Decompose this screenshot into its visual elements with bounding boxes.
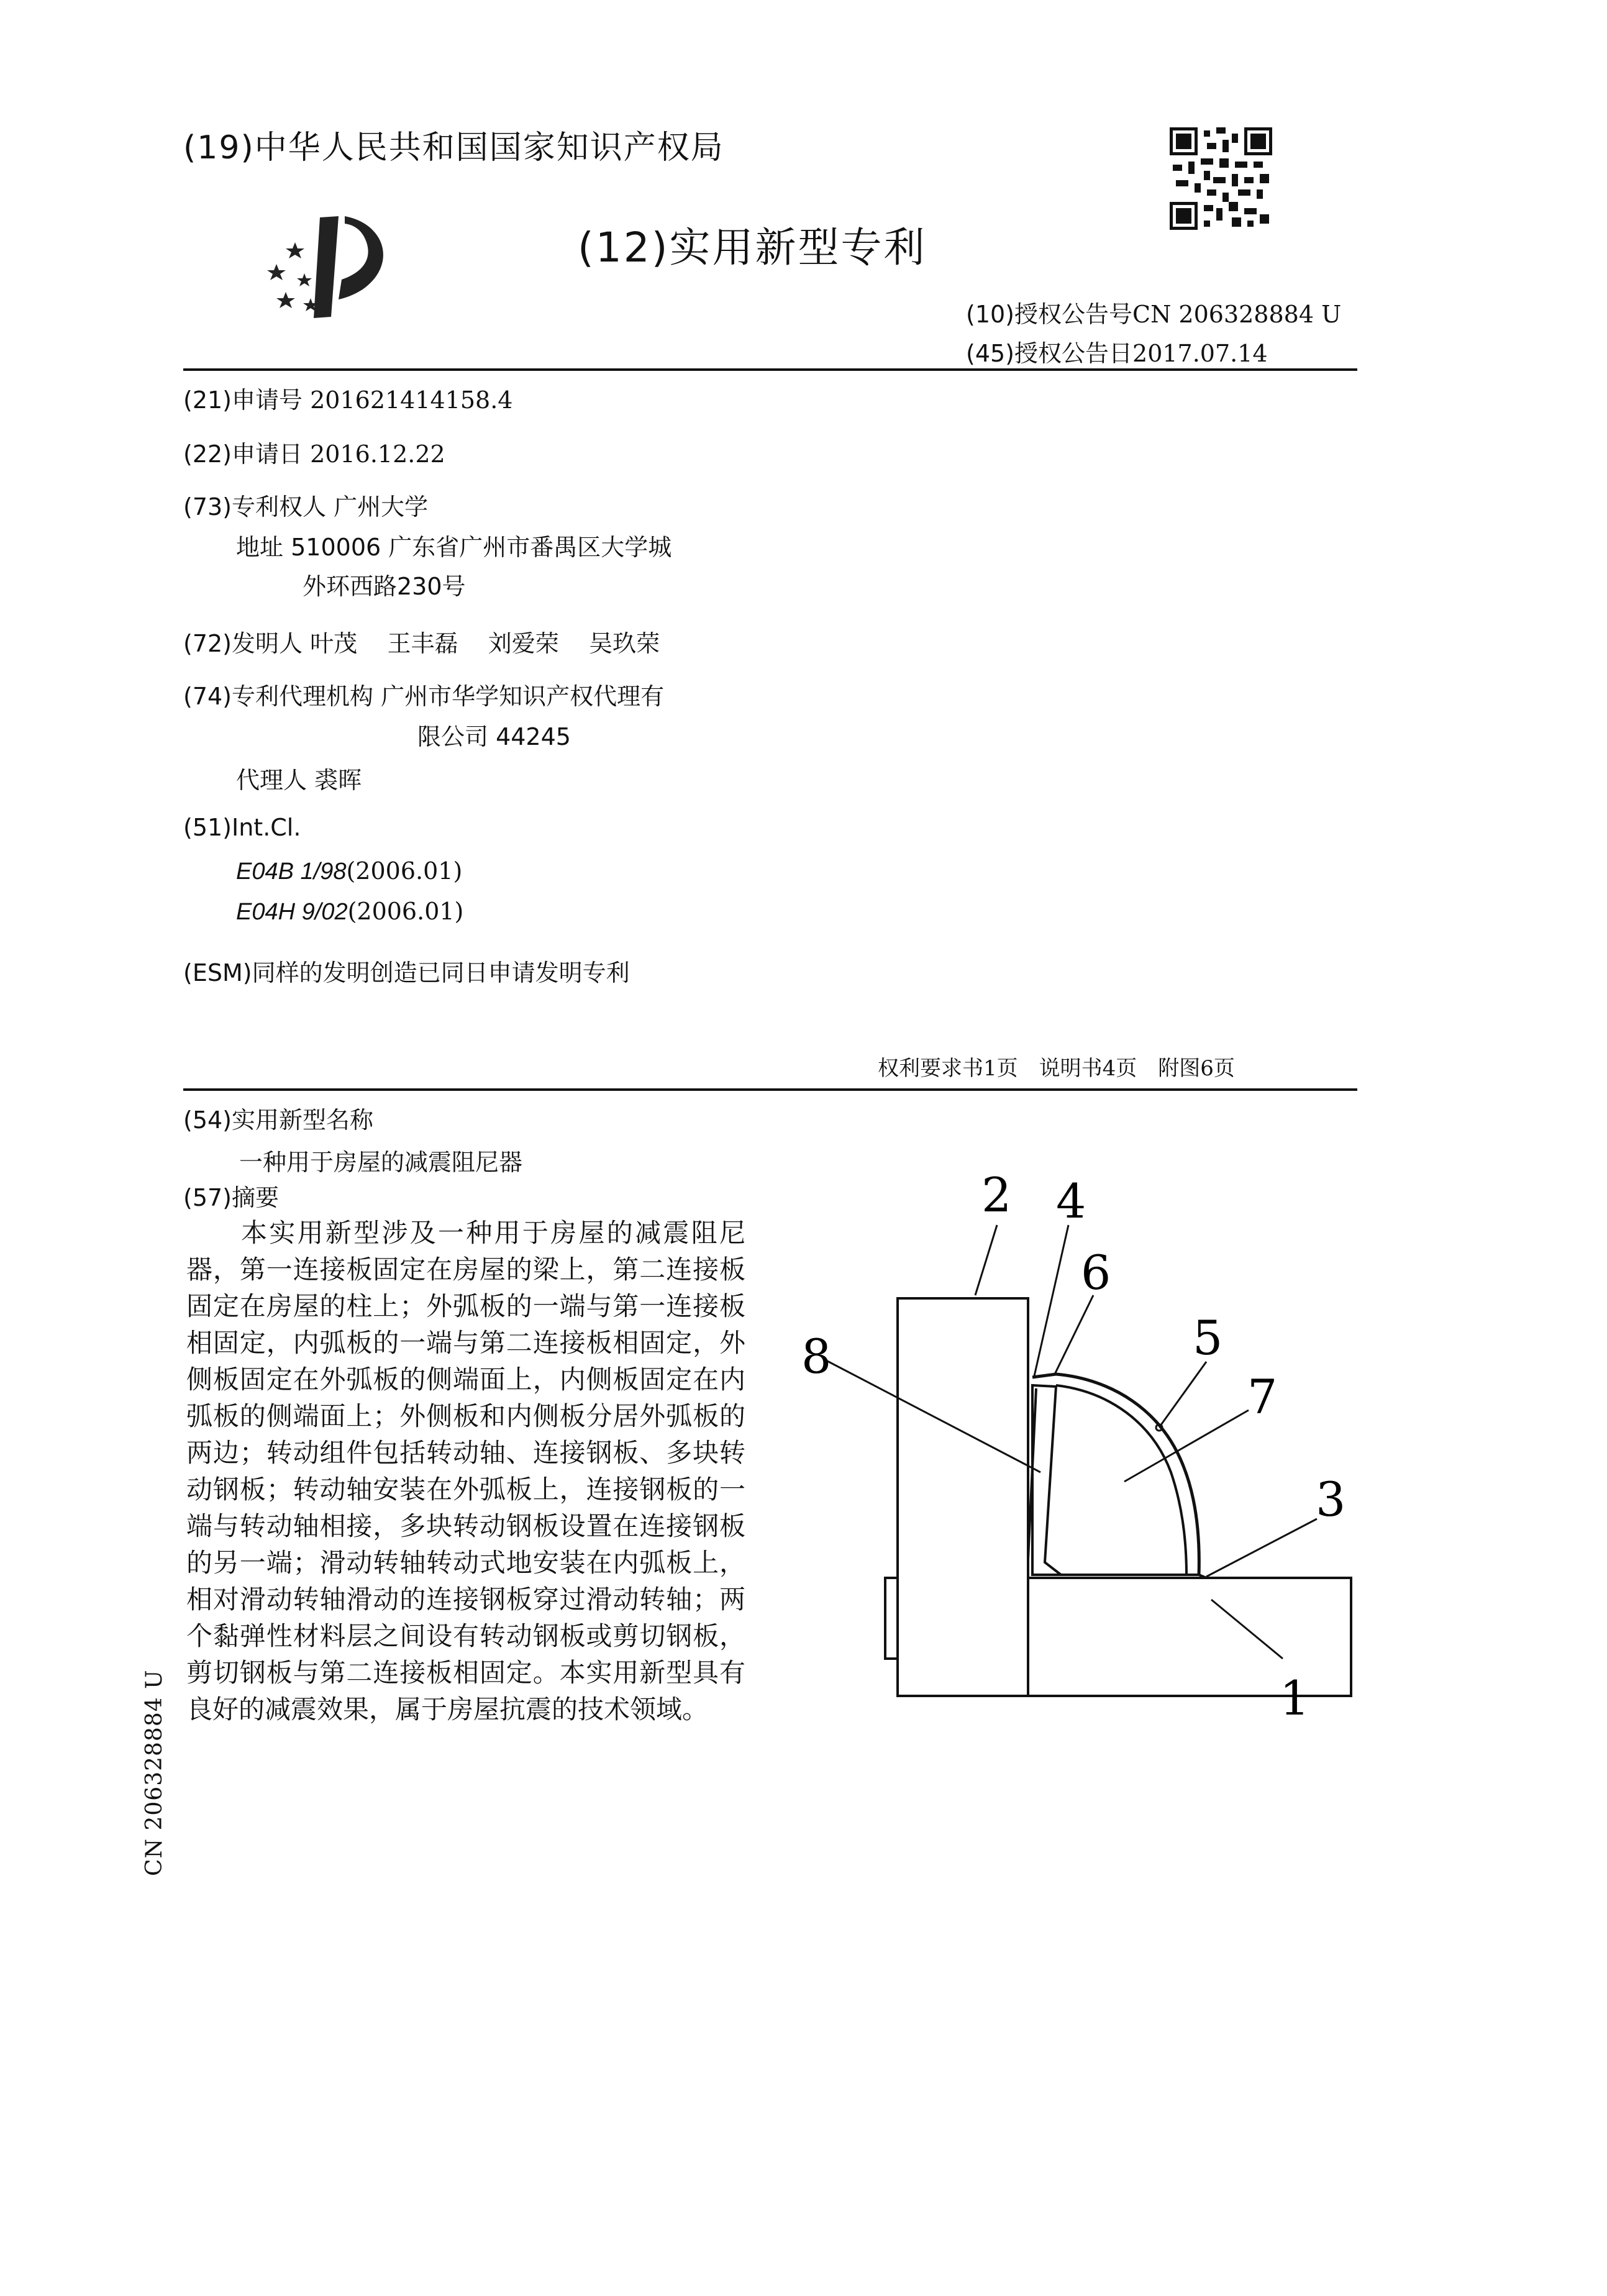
agent <box>236 761 362 795</box>
figure-label-8: 8 <box>801 1329 832 1384</box>
app-no-label: (21)申请号 <box>183 386 303 414</box>
address <box>236 528 671 562</box>
figure-label-1: 1 <box>1280 1670 1310 1726</box>
cnipa-logo <box>252 205 401 323</box>
intcl-label: (51)Int.Cl. <box>183 814 301 841</box>
grant-pub-no-value: CN 206328884 U <box>1132 301 1342 328</box>
figure-label-5: 5 <box>1193 1310 1223 1365</box>
grant-pub-no-label: (10)授权公告号 <box>966 301 1133 328</box>
app-date-value: 2016.12.22 <box>310 440 445 468</box>
column-plate <box>898 1298 1028 1696</box>
address-line1: 510006 广东省广州市番禺区大学城 <box>291 534 672 561</box>
inventors-label: (72)发明人 <box>183 630 303 657</box>
qr-code <box>1170 127 1272 230</box>
figure-label-4: 4 <box>1056 1174 1086 1229</box>
agent-label: 代理人 <box>236 767 307 794</box>
issuing-office: (19)中华人民共和国国家知识产权局 <box>183 129 724 166</box>
header-divider <box>183 368 1357 371</box>
inventor: 吴玖荣 <box>589 630 660 657</box>
patent-agency <box>183 677 664 711</box>
abstract-label: (57)摘要 <box>183 1184 280 1211</box>
abstract-text: 本实用新型涉及一种用于房屋的减震阻尼器，第一连接板固定在房屋的梁上，第二连接板固定在房屋的柱上；外弧板的一端与第一连接板相固定，内弧板的一端与第二连接板相固定，外侧板固定在外弧板的侧端面上，内侧板固定在内弧板的侧端面上；外侧板和内侧板分居外弧板的两边；转动组件包括转动轴、连接钢板、多块转动钢板；转动轴安装在外弧板上，连接钢板的一端与转动轴相接，多块转动钢板设置在连接钢板的另一端；滑动转轴转动式地安装在内弧板上，相对滑动转轴滑动的连接钢板穿过滑动转轴；两个黏弹性材料层之间设有转动钢板或剪切钢板，剪切钢板与第二连接板相固定。本实用新型具有良好的减震效果，属于房屋抗震的技术领域。 <box>186 1218 745 1724</box>
app-date-label: (22)申请日 <box>183 440 303 468</box>
utility-model-name: 一种用于房屋的减震阻尼器 <box>239 1149 523 1176</box>
agency-label: (74)专利代理机构 <box>183 683 374 710</box>
damper-figure <box>789 1174 1360 1739</box>
utility-model-name-label: (54)实用新型名称 <box>183 1106 374 1134</box>
intcl-version: (2006.01) <box>347 898 464 925</box>
address-label: 地址 <box>236 534 284 561</box>
figure-label-6: 6 <box>1081 1245 1111 1300</box>
patentee-value: 广州大学 <box>334 493 429 521</box>
pages-summary: 权利要求书1页 说明书4页 附图6页 <box>878 1056 1235 1081</box>
patentee <box>183 488 428 522</box>
application-number <box>183 381 513 415</box>
grant-date <box>966 334 1268 368</box>
side-publication-number: CN 206328884 U <box>142 1669 167 1876</box>
intcl-version: (2006.01) <box>346 857 463 885</box>
esm-note: (ESM)同样的发明创造已同日申请发明专利 <box>183 959 630 986</box>
agent-value: 裘晖 <box>314 767 362 794</box>
intcl-code: E04B 1/98 <box>236 859 347 885</box>
patentee-label: (73)专利权人 <box>183 493 327 521</box>
inventors <box>183 624 660 658</box>
patent-type-title: (12)实用新型专利 <box>578 224 927 271</box>
grant-date-value: 2017.07.14 <box>1132 340 1268 367</box>
figure-label-2: 2 <box>981 1174 1012 1223</box>
app-no-value: 201621414158.4 <box>310 386 513 414</box>
grant-publication-number <box>966 295 1341 329</box>
section-divider <box>183 1088 1357 1091</box>
agency-line2: 限公司 44245 <box>417 723 571 750</box>
inventor: 刘爱荣 <box>488 630 559 657</box>
figure-label-7: 7 <box>1247 1369 1278 1424</box>
intcl-code: E04H 9/02 <box>236 899 348 925</box>
intcl-entry <box>236 898 463 926</box>
inventor: 叶茂 <box>310 630 358 657</box>
grant-date-label: (45)授权公告日 <box>966 340 1133 367</box>
agency-line1: 广州市华学知识产权代理有 <box>381 683 665 710</box>
inventor: 王丰磊 <box>387 630 458 657</box>
address-line2: 外环西路230号 <box>303 573 466 600</box>
application-date <box>183 435 445 469</box>
intcl-entry <box>236 857 462 885</box>
figure-label-3: 3 <box>1316 1472 1346 1527</box>
